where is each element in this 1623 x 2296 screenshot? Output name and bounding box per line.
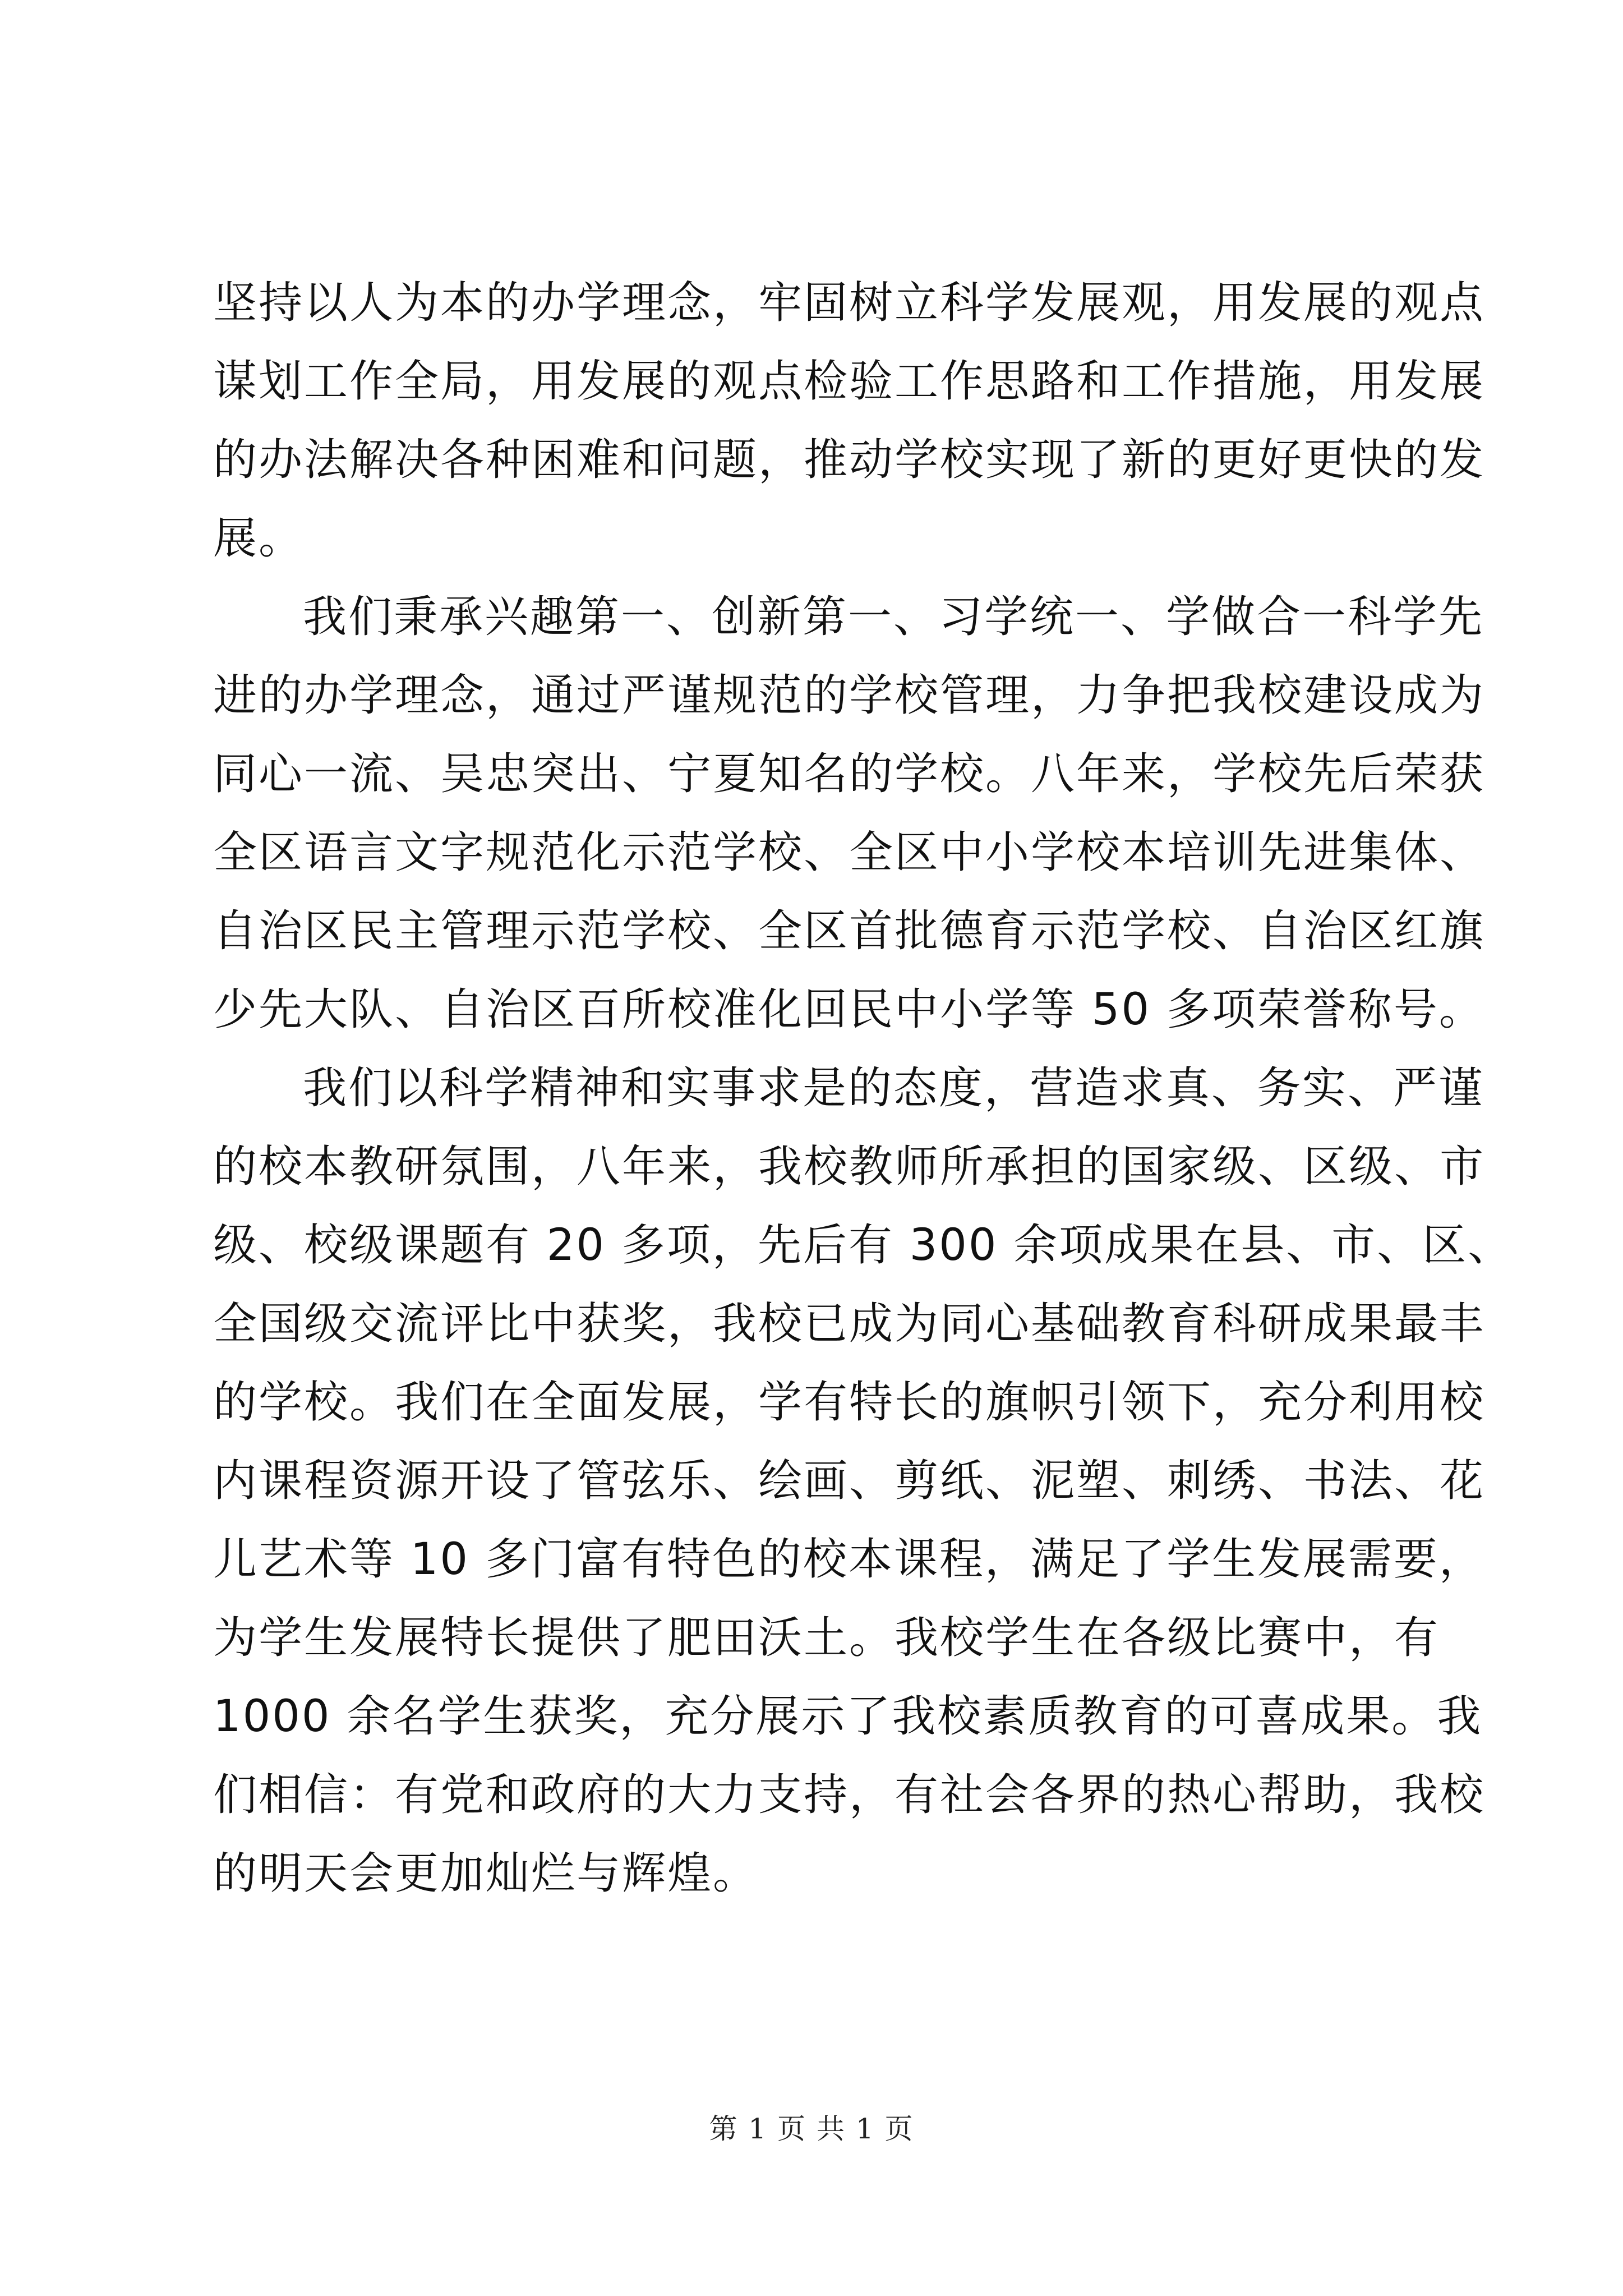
paragraph bbox=[213, 1049, 1514, 1913]
text-line: 们相信：有党和政府的大力支持，有社会各界的热心帮助，我校 bbox=[213, 1770, 1486, 1820]
text-line: 同心一流、吴忠突出、宁夏知名的学校。八年来，学校先后荣获 bbox=[213, 749, 1486, 799]
text-line: 级、校级课题有 20 多项，先后有 300 余项成果在县、市、区、 bbox=[213, 1220, 1514, 1271]
text-line: 1000 余名学生获奖，充分展示了我校素质教育的可喜成果。我 bbox=[213, 1691, 1483, 1742]
text-line: 少先大队、自治区百所校准化回民中小学等 50 多项荣誉称号。 bbox=[213, 984, 1484, 1035]
text-line: 的明天会更加灿烂与辉煌。 bbox=[213, 1848, 759, 1899]
text-line: 全区语言文字规范化示范学校、全区中小学校本培训先进集体、 bbox=[213, 827, 1486, 878]
text-line: 的校本教研氛围，八年来，我校教师所承担的国家级、区级、市 bbox=[213, 1142, 1486, 1192]
paragraph bbox=[213, 578, 1486, 1049]
paragraph bbox=[213, 264, 1486, 578]
text-line: 的办法解决各种困难和问题，推动学校实现了新的更好更快的发 bbox=[213, 435, 1486, 485]
text-line: 我们以科学精神和实事求是的态度，营造求真、务实、严谨 bbox=[303, 1063, 1484, 1114]
text-line: 内课程资源开设了管弦乐、绘画、剪纸、泥塑、刺绣、书法、花 bbox=[213, 1456, 1486, 1506]
text-line: 我们秉承兴趣第一、创新第一、习学统一、学做合一科学先 bbox=[303, 592, 1484, 642]
text-line: 的学校。我们在全面发展，学有特长的旗帜引领下，充分利用校 bbox=[213, 1377, 1486, 1428]
text-line: 儿艺术等 10 多门富有特色的校本课程，满足了学生发展需要， bbox=[213, 1534, 1484, 1585]
page-footer: 第 1 页 共 1 页 bbox=[709, 2113, 914, 2145]
text-line: 坚持以人为本的办学理念，牢固树立科学发展观，用发展的观点 bbox=[213, 278, 1486, 328]
text-line: 谋划工作全局，用发展的观点检验工作思路和工作措施，用发展 bbox=[213, 356, 1486, 407]
text-line: 展。 bbox=[213, 513, 305, 564]
text-line: 为学生发展特长提供了肥田沃土。我校学生在各级比赛中，有 bbox=[213, 1613, 1440, 1663]
text-line: 全国级交流评比中获奖，我校已成为同心基础教育科研成果最丰 bbox=[213, 1299, 1486, 1349]
document-body bbox=[213, 264, 1514, 1913]
text-line: 进的办学理念，通过严谨规范的学校管理，力争把我校建设成为 bbox=[213, 670, 1486, 721]
text-line: 自治区民主管理示范学校、全区首批德育示范学校、自治区红旗 bbox=[213, 906, 1486, 956]
